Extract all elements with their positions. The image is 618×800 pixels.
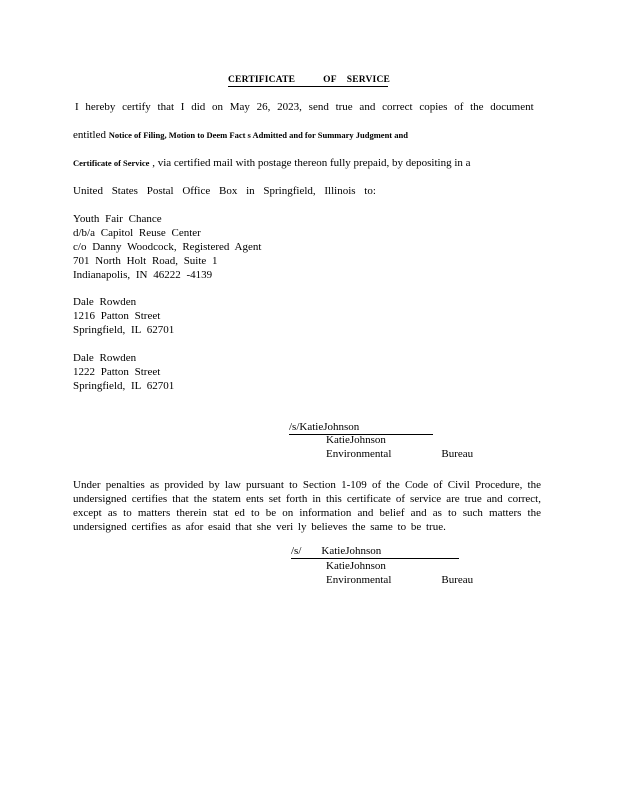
address-line: d/b/a Capitol Reuse Center	[73, 227, 201, 239]
document-name-bold-cont: Certificate of Service	[73, 158, 150, 168]
body-line-4: United States Postal Office Box in Springfield, Illinois to:	[73, 185, 376, 197]
signer-name: KatieJohnson	[326, 434, 386, 446]
address-line: Youth Fair Chance	[73, 213, 162, 225]
verification-paragraph: Under penalties as provided by law pursuant to Section 1-109 of the Code of Civil Procedure, the undersigned certifies that the statem ents set forth in this certificate of service are true and correct, except as to matters therein stat ed to be on information and belief and as to such matters the undersigned certifies as afor esaid that she veri ly believes the same to be true.	[73, 479, 541, 533]
signature-line: /s/KatieJohnson	[289, 421, 433, 435]
address-line: 1216 Patton Street	[73, 310, 161, 322]
address-line: Dale Rowden	[73, 296, 137, 308]
signer-org	[326, 574, 473, 587]
title-word-certificate: CERTIFICATE	[228, 75, 296, 85]
address-line: 701 North Holt Road, Suite 1	[73, 255, 218, 267]
address-line: Dale Rowden	[73, 352, 137, 364]
address-line: Springfield, IL 62701	[73, 380, 175, 392]
address-block	[73, 212, 261, 282]
org-name: Environmental	[326, 574, 392, 586]
address-line: Springfield, IL 62701	[73, 324, 175, 336]
signature-name: KatieJohnson	[321, 545, 382, 557]
org-name: Environmental	[326, 448, 392, 460]
address-line: 1222 Patton Street	[73, 366, 161, 378]
address-block	[73, 351, 174, 393]
document-title	[228, 75, 391, 87]
body-line-3-text: , via certified mail with postage thereon fully prepaid, by depositing in a	[152, 157, 471, 169]
signer-name: KatieJohnson	[326, 560, 386, 572]
signer-org	[326, 448, 473, 461]
title-word-service: SERVICE	[346, 75, 391, 85]
org-bureau: Bureau	[441, 574, 474, 586]
body-line-2	[73, 129, 408, 141]
address-block	[73, 295, 174, 337]
body-line-1: I hereby certify that I did on May 26, 2023, send true and correct copies of the document	[75, 101, 534, 113]
address-line: c/o Danny Woodcock, Registered Agent	[73, 241, 262, 253]
title-word-of: OF	[323, 75, 337, 85]
address-line: Indianapolis, IN 46222 -4139	[73, 269, 213, 281]
body-line-2-text: entitled	[73, 129, 106, 141]
signature-slash: /s/	[291, 545, 302, 557]
org-bureau: Bureau	[441, 448, 474, 460]
document-name-bold: Notice of Filing, Motion to Deem Fact s Admitted and for Summary Judgment and	[108, 130, 408, 140]
body-line-3	[73, 157, 471, 169]
signature-line	[291, 545, 459, 559]
